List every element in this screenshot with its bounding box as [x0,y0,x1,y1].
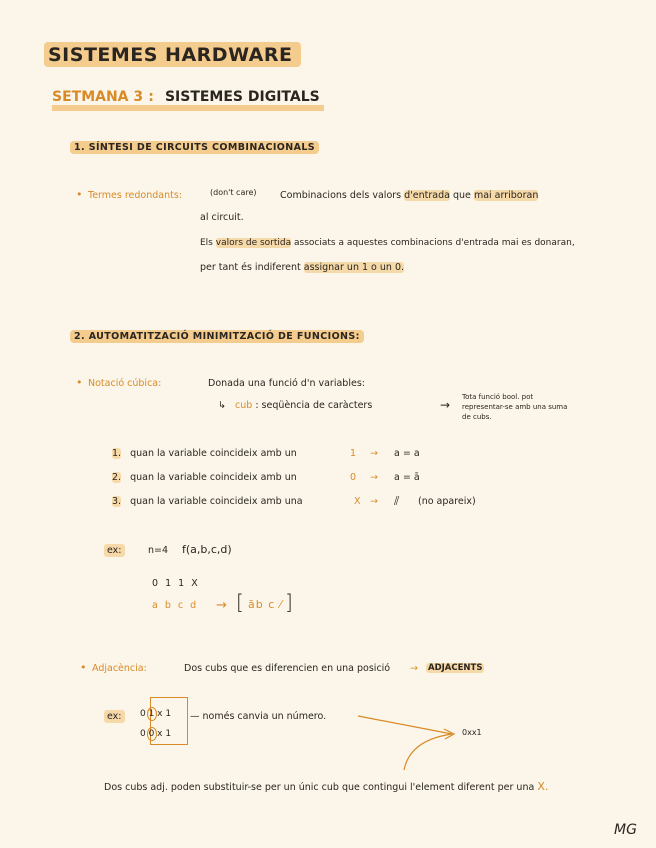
dont-care-note: (don't care) [210,188,257,197]
section1-heading: 1. SÍNTESI DE CIRCUITS COMBINACIONALS [70,141,319,154]
bracket-right: ] [285,590,293,614]
rule-result: ⫽ [394,494,400,508]
bullet-dot: • [80,661,87,674]
bracket-left: [ [236,590,244,614]
rule-value: 0 [350,472,357,483]
rule-extra: (no apareix) [418,496,476,507]
example-cube: 0 1 1 X [152,578,200,589]
adjacency-note: — només canvia un número. [190,711,327,722]
notation-text: Donada una funció d'n variables: [208,378,365,389]
side-note-line: representar-se amb una suma [462,403,568,411]
page-title: SISTEMES HARDWARE [44,42,301,67]
rule-number: 3. [112,496,122,507]
line1-highlight1: d'entrada [404,190,450,201]
adjacency-cube2: 0 0 x 1 [140,729,172,739]
example-vars: a b c d [152,600,199,611]
rule-text: quan la variable coincideix amb una [130,496,303,507]
line3-pre: Els [200,238,213,248]
adjacency-arrow: → [410,663,418,674]
bullet-dot: • [76,188,83,201]
rule-value: X [354,496,361,507]
example-label: ex: [104,544,125,557]
side-arrow: → [440,398,451,412]
rule-text: quan la variable coincideix amb un [130,448,297,459]
line1-pre: Combinacions dels valors [280,190,402,201]
rule-result: a = a [394,448,420,459]
adjacency-text: Dos cubs que es diferencien en una posició [184,663,391,674]
line3-highlight: valors de sortida [215,238,292,248]
adjacency-conclusion [104,780,548,793]
rule-number: 1. [112,448,122,459]
adjacency-result: ADJACENTS [428,663,483,673]
line4-pre: per tant és indiferent [200,262,301,273]
example-n: n=4 [148,545,169,556]
conclusion-x: X. [537,780,549,793]
rule-text: quan la variable coincideix amb un [130,472,297,483]
section2-heading: 2. AUTOMATITZACIÓ MINIMITZACIÓ DE FUNCIONS: [70,330,364,343]
merged-cube: 0xx1 [462,728,482,737]
conclusion-text: Dos cubs adj. poden substituir-se per un únic cub que contingui l'element diferent per una [104,782,535,793]
example-arrow: → [216,598,227,613]
cub-label: cub [235,400,253,411]
notation-label: Notació cúbica: [88,378,162,389]
week-topic: SISTEMES DIGITALS [164,89,320,105]
side-note-line: Tota funció bool. pot [462,393,534,401]
adjacency-label: Adjacència: [92,663,147,674]
section1-line2: al circuit. [200,212,244,223]
side-note-line: de cubs. [462,413,492,421]
signature: MG [614,822,637,838]
rule-value: 1 [350,448,357,459]
rule-result: a = ā [394,472,420,483]
rule-arrow: → [370,448,378,459]
rule-arrow: → [370,496,378,507]
week-label: SETMANA 3 [52,89,144,105]
line1-highlight2: mai arriboran [473,190,539,201]
cub-text: : seqüència de caràcters [255,400,373,411]
cub-arrow: ↳ [218,400,226,411]
term-label: Termes redondants: [88,190,182,201]
adjacency-cube1: 0 1 x 1 [140,709,172,719]
line4-highlight: assignar un 1 o un 0. [303,262,405,273]
example-result: āb c ⁄ [248,598,283,611]
line3-post: associats a aquestes combinacions d'entrada mai es donaran, [294,238,575,248]
line1-mid: que [453,190,471,201]
week-colon: : [148,89,154,105]
adjacency-example-label: ex: [104,710,125,723]
rule-arrow: → [370,472,378,483]
example-function: f(a,b,c,d) [182,543,232,556]
rule-number: 2. [112,472,122,483]
bullet-dot: • [76,376,83,389]
